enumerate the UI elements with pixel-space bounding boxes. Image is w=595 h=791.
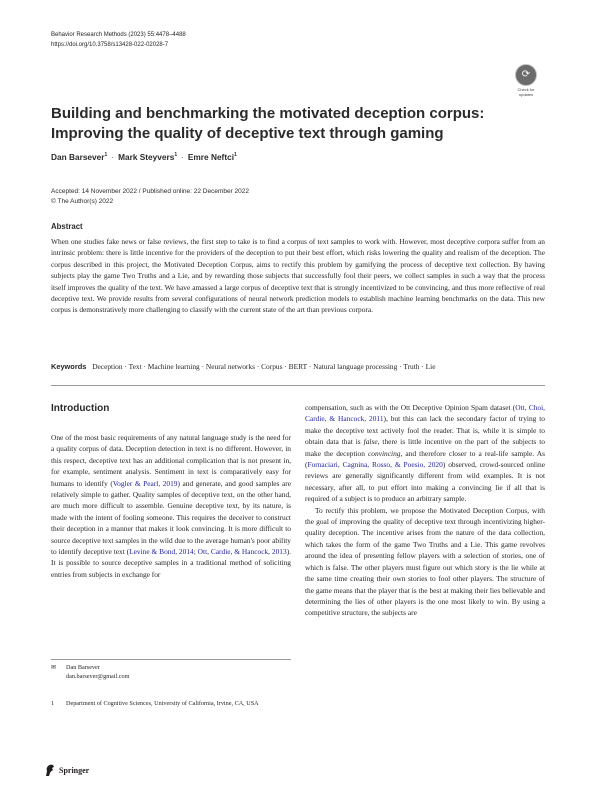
check-for-updates-badge[interactable] (511, 64, 541, 98)
citation-link[interactable]: Vogler & Pearl, 2019 (112, 478, 178, 488)
copyright: © The Author(s) 2022 (51, 197, 114, 205)
keyword-list (92, 362, 435, 371)
introduction-right-column (305, 402, 545, 619)
introduction-left-column: One of the most basic requirements of any natural language study is the need for a quality corpus of data. Deception detection in text is no different. However, in this respect, deceptive text has an additional complication that is not present in, for example, sentiment analysis. Sentiment in text is comparatively easy for humans to identify (Vogler & Pearl, 2019) and generate, and good samples are relatively simple to gather. Quality samples of deceptive text, on the other hand, are much more difficult to assemble. Genuine deceptive text, by its nature, is made with the intent of fooling someone. This requires the deceiver to construct their deception in a manner that makes it look convincing. It is more difficult to source deceptive text samples in the wild due to the average human's poor ability to identify deceptive text (Levine & Bond, 2014; Ott, Cardie, & Hancock, 2013). It is possible to source deceptive samples in a traditional method of soliciting entries from subjects in exchange for (51, 433, 292, 579)
publisher-footer (44, 763, 89, 777)
envelope-icon: ✉ (51, 664, 57, 671)
paragraph: compensation, such as with the Ott Deceptive Opinion Spam dataset (Ott, Choi, Cardie, & Hancock, 2011), but this can lack the secondary factor of trying to make the deceptive text actively fool the reader. That is, while it is simple to obtain data that is false, there is little incentive on the part of the subjects to make the deception convincing, and therefore closer to a real-life sample. As (Fornaciari, Cagnina, Rosso, & Poesio, 2020) observed, crowd-sourced online reviews are generally significantly different from wild examples. It is not necessary, after all, to put effort into making a convincing lie if all that is required of a subject is to produce an arbitrary sample. (305, 403, 545, 504)
author-separator: · (181, 152, 184, 162)
corresponding-name: Dan Barsever (66, 664, 100, 671)
keyword[interactable]: Deception · (92, 362, 128, 371)
publisher-name: Springer (59, 765, 90, 775)
abstract-text: When one studies fake news or false reviews, the first step to take is to find a corpus of text samples to work with. However, most deceptive corpora suffer from an intrinsic problem: there is little incentive for the providers of the deception to put their best effort, which risks lowering the quality and realism of the deception. The corpus described in this project, the Motivated Deception Corpus, aims to rectify this problem by gamifying the process of deceptive text collection. By having subjects play the game Two Truths and a Lie, and by rewarding those subjects that successfully fool their peers, we collect samples in such a way that the process itself improves the quality of the text. We have amassed a large corpus of deceptive text that is strongly incentivized to be convincing, and thus more reflective of real deceptive text. We provide results from several configurations of neural network prediction models to establish machine learning benchmarks on the data. This new corpus is demonstratively more challenging to classify with the current state of the art than previous corpora. (51, 237, 545, 315)
publication-dates (51, 187, 249, 206)
doi-link[interactable]: https://doi.org/10.3758/s13428-022-02028-7 (51, 42, 169, 48)
paragraph: To rectify this problem, we propose the Motivated Deception Corpus, with the goal of improving the quality of deceptive text through incentivizing higher-quality deception. The incentive arises from the nature of the data collection, which takes the form of the game Two Truths and a Lie. This game revolves around the idea of presenting fellow players with a selection of stories, one of which is false. The other players must figure out which story is the lie while at the same time creating their own stories to fool other players. The structure of the game means that the player that is the best at making their lies believable and determining the lies of other players is the one most likely to win. By using a competitive structure, the subjects are (305, 505, 545, 618)
author-2[interactable]: Mark Steyvers$^1$ (118, 152, 178, 162)
introduction-heading: Introduction (51, 403, 110, 414)
keyword[interactable]: Lie (425, 362, 436, 371)
section-divider (51, 385, 545, 386)
update-icon: ⟳ (515, 64, 537, 86)
keyword[interactable]: Neural networks · (206, 362, 261, 371)
paper-title: Building and benchmarking the motivated deception corpus: Improving the quality of deceptive text through gaming (51, 105, 485, 142)
keyword[interactable]: Text · (129, 362, 148, 371)
footnote-divider (51, 659, 291, 660)
journal-citation: Behavior Research Methods (2023) 55:4478–4488 (51, 32, 186, 38)
author-separator: · (111, 152, 115, 162)
keyword[interactable]: BERT · (289, 362, 313, 371)
affiliation-text: Department of Cognitive Sciences, University of California, Irvine, CA, USA (66, 700, 259, 707)
author-1[interactable]: Dan Barsever$^1$ (51, 152, 108, 162)
author-3[interactable]: Emre Neftci$^1$ (187, 152, 237, 162)
citation-link[interactable]: Ott, Choi, Cardie, & Hancock, 2011 (305, 403, 545, 424)
badge-line1: Check for (517, 87, 535, 92)
emphasis: false (363, 437, 378, 447)
accepted-published: Accepted: 14 November 2022 / Published online: 22 December 2022 (51, 188, 250, 195)
badge-line2: updates (518, 91, 534, 97)
keyword[interactable]: Machine learning · (148, 362, 206, 371)
keywords (51, 361, 545, 372)
citation-link[interactable]: Ott, Cardie, & Hancock, 2013 (197, 547, 287, 557)
keyword[interactable]: Corpus · (261, 362, 289, 371)
corresponding-email[interactable]: dan.barsever@gmail.com (66, 673, 130, 680)
springer-horse-icon (44, 763, 56, 777)
keyword[interactable]: Natural language processing · (313, 362, 403, 371)
running-header (51, 30, 186, 50)
citation-link[interactable]: Fornaciari, Cagnina, Rosso, & Poesio, 2020 (307, 460, 443, 470)
keyword[interactable]: Truth · (403, 362, 425, 371)
keywords-label: Keywords (51, 362, 87, 371)
affiliation (51, 699, 291, 708)
emphasis: convincing (368, 448, 401, 458)
author-list (51, 152, 237, 162)
citation-link[interactable]: Levine & Bond, 2014 (129, 547, 194, 557)
affiliation-number: 1 (51, 700, 55, 707)
corresponding-author (51, 663, 291, 681)
abstract-heading: Abstract (51, 222, 83, 231)
